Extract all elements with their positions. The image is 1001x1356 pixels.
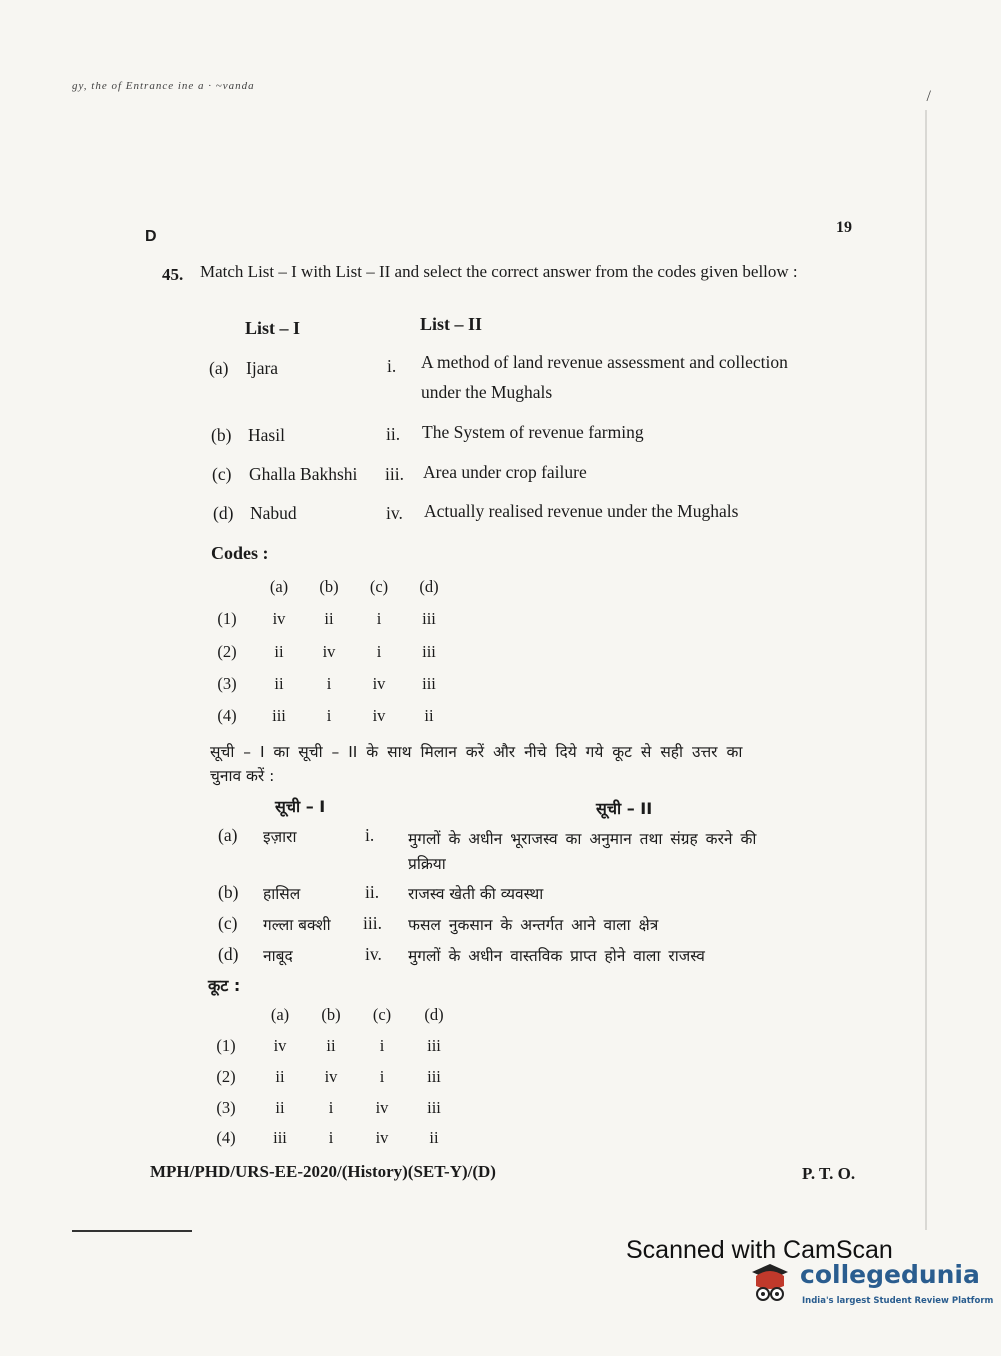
item-desc: मुगलों के अधीन वास्तविक प्राप्त होने वाला राजस्व [408, 947, 705, 965]
collegedunia-mascot-icon [746, 1262, 794, 1306]
code-option: (3) [217, 674, 237, 693]
top-strip-text: gy, the of Entrance ine a · ~vanda [72, 80, 255, 92]
list1-heading: List – I [245, 318, 301, 338]
item-desc-cont: प्रक्रिया [408, 855, 446, 873]
item-label: (b) [211, 425, 232, 445]
code-cell: iii [273, 1128, 287, 1147]
codes-header-cell: (c) [372, 1005, 392, 1024]
item-term: गल्ला बक्शी [263, 916, 331, 934]
question-number: 45. [162, 265, 184, 284]
code-cell: iv [375, 1128, 389, 1147]
item-num: iii. [363, 913, 382, 933]
item-num: i. [387, 356, 397, 376]
code-cell: iii [422, 674, 436, 693]
item-term: Nabud [250, 503, 297, 523]
item-num: iv. [365, 944, 382, 964]
code-cell: iii [427, 1098, 441, 1117]
hindi-codes-label: कूट : [208, 976, 241, 995]
code-cell: i [328, 1128, 334, 1147]
code-cell: iii [422, 642, 436, 661]
code-option: (2) [216, 1067, 236, 1086]
page-edge [925, 110, 927, 1230]
hindi-list2-heading: सूची – II [596, 799, 653, 818]
item-label: (b) [218, 882, 239, 902]
code-option: (3) [216, 1098, 236, 1117]
collegedunia-tagline: India's largest Student Review Platform [802, 1296, 994, 1306]
code-option: (4) [217, 706, 237, 725]
code-cell: ii [274, 642, 284, 661]
code-cell: iv [372, 674, 386, 693]
codes-header-cell: (d) [419, 577, 439, 596]
item-desc: Actually realised revenue under the Mughals [424, 501, 739, 521]
codes-label: Codes : [211, 543, 269, 563]
item-term: Ijara [246, 358, 279, 378]
item-num: ii. [365, 882, 380, 902]
code-cell: iv [273, 1036, 287, 1055]
item-label: (d) [213, 503, 234, 523]
item-term: हासिल [263, 885, 301, 903]
code-cell: i [376, 642, 382, 661]
pto-label: P. T. O. [802, 1164, 856, 1183]
codes-header-cell: (d) [424, 1005, 444, 1024]
code-cell: ii [274, 674, 284, 693]
item-num: iii. [385, 464, 404, 484]
item-label: (c) [218, 913, 238, 933]
hindi-question-text-cont: चुनाव करें : [210, 767, 275, 785]
code-cell: i [379, 1067, 385, 1086]
item-desc: A method of land revenue assessment and collection [421, 352, 788, 372]
item-desc: The System of revenue farming [422, 422, 644, 442]
item-label: (a) [209, 358, 229, 378]
code-cell: ii [424, 706, 434, 725]
item-term: Hasil [248, 425, 285, 445]
paper-code: MPH/PHD/URS-EE-2020/(History)(SET-Y)/(D) [150, 1162, 496, 1181]
code-cell: iii [422, 609, 436, 628]
code-option: (1) [216, 1036, 236, 1055]
code-cell: i [376, 609, 382, 628]
item-num: ii. [386, 424, 401, 444]
camscan-watermark: Scanned with CamScan [626, 1236, 893, 1264]
code-cell: iv [324, 1067, 338, 1086]
codes-header-cell: (c) [369, 577, 389, 596]
set-letter: D [145, 228, 157, 245]
code-cell: i [379, 1036, 385, 1055]
item-term: नाबूद [263, 947, 293, 965]
question-text: Match List – I with List – II and select the correct answer from the codes given bellow : [200, 262, 798, 281]
codes-header-cell: (b) [321, 1005, 341, 1024]
item-label: (a) [218, 825, 238, 845]
code-option: (1) [217, 609, 237, 628]
code-cell: ii [326, 1036, 336, 1055]
item-label: (d) [218, 944, 239, 964]
item-num: iv. [386, 503, 403, 523]
code-cell: iv [322, 642, 336, 661]
divider [72, 1230, 192, 1232]
code-cell: iv [375, 1098, 389, 1117]
code-cell: iii [427, 1036, 441, 1055]
item-desc: Area under crop failure [423, 462, 587, 482]
code-cell: ii [275, 1067, 285, 1086]
item-desc: फसल नुकसान के अन्तर्गत आने वाला क्षेत्र [408, 916, 659, 934]
hindi-question-text: सूची – I का सूची – II के साथ मिलान करें और नीचे दिये गये कूट से सही उत्तर का [210, 743, 743, 761]
code-cell: iv [272, 609, 286, 628]
item-num: i. [365, 825, 375, 845]
code-cell: ii [275, 1098, 285, 1117]
hindi-list1-heading: सूची – I [275, 797, 326, 816]
codes-header-cell: (a) [269, 577, 289, 596]
code-cell: i [328, 1098, 334, 1117]
page-number: 19 [836, 219, 852, 236]
code-option: (4) [216, 1128, 236, 1147]
item-label: (c) [212, 464, 232, 484]
item-term: Ghalla Bakhshi [249, 464, 358, 484]
collegedunia-logo: collegedunia [800, 1260, 980, 1289]
code-cell: i [326, 706, 332, 725]
item-desc: राजस्व खेती की व्यवस्था [408, 885, 544, 903]
code-cell: iii [272, 706, 286, 725]
list2-heading: List – II [420, 314, 483, 334]
edge-mark: / [926, 88, 931, 105]
item-desc: मुगलों के अधीन भूराजस्व का अनुमान तथा संग्रह करने की [408, 830, 757, 848]
codes-header-cell: (b) [319, 577, 339, 596]
code-cell: iii [427, 1067, 441, 1086]
code-cell: ii [324, 609, 334, 628]
code-cell: iv [372, 706, 386, 725]
code-option: (2) [217, 642, 237, 661]
codes-header-cell: (a) [270, 1005, 290, 1024]
code-cell: i [326, 674, 332, 693]
item-desc-cont: under the Mughals [421, 382, 553, 402]
item-term: इज़ारा [263, 828, 297, 846]
code-cell: ii [429, 1128, 439, 1147]
